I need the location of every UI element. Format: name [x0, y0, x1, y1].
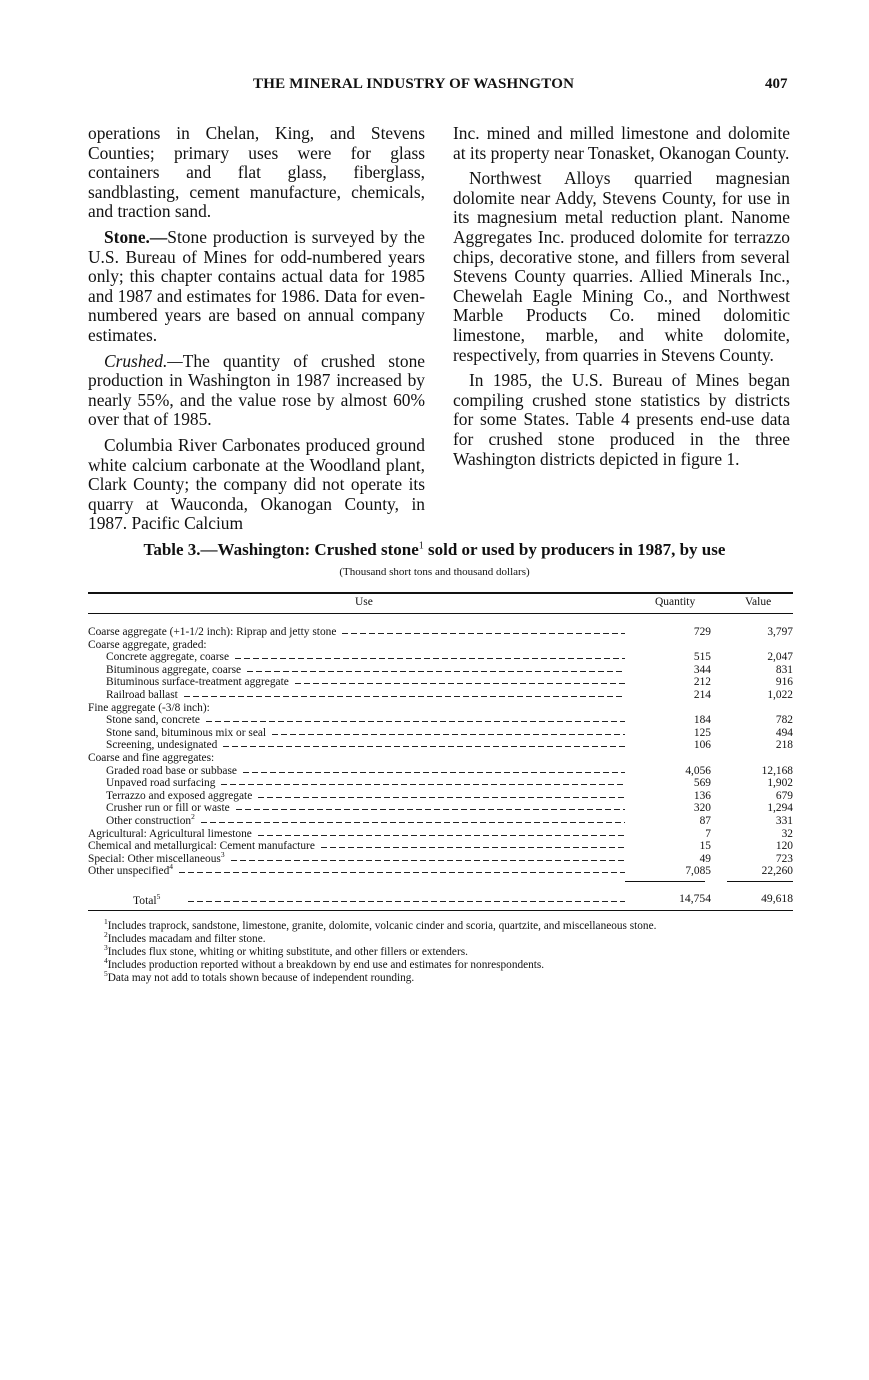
table-row — [88, 777, 793, 790]
paragraph: Inc. mined and milled limestone and dolomite at its property near Tonasket, Okanogan County. — [453, 123, 790, 163]
footnote-mark: 4 — [104, 956, 108, 966]
row-value: 723 — [775, 852, 793, 865]
paragraph-text: The quantity of crushed stone production in Washington in 1987 increased by nearly 55%, and the value rose by almost 60% over that of 1985. — [88, 350, 425, 430]
leader-dots — [247, 671, 625, 672]
row-label — [106, 739, 217, 752]
table-row — [88, 790, 793, 803]
row-quantity: 7,085 — [685, 865, 711, 878]
footnote — [88, 943, 795, 959]
leader-dots — [258, 835, 625, 836]
paragraph: Columbia River Carbonates produced ground white calcium carbonate at the Woodland plant, Clark County; the company did not operate its quarry at Wauconda, Okanogan County, in 1987. Pacific Calcium — [88, 434, 425, 534]
row-label — [106, 651, 229, 664]
running-header: THE MINERAL INDUSTRY OF WASHNGTON — [253, 76, 575, 92]
row-label — [88, 752, 214, 765]
row-quantity: 214 — [693, 688, 711, 701]
column-header-quantity: Quantity — [655, 596, 696, 608]
footnote — [88, 917, 795, 933]
footnote-mark: 5 — [104, 969, 108, 979]
row-quantity: 7 — [705, 827, 711, 840]
table-row — [88, 714, 793, 727]
leader-dots — [223, 746, 625, 747]
footnote-text: Data may not add to totals shown because of independent rounding. — [107, 972, 415, 984]
footnote-mark: 2 — [104, 930, 108, 940]
footnote — [88, 930, 795, 946]
row-label-text: Bituminous aggregate, coarse — [106, 663, 242, 676]
leader-dots — [236, 809, 625, 810]
row-value: 916 — [775, 676, 793, 689]
row-label-text: Coarse and fine aggregates: — [88, 751, 215, 764]
row-label — [106, 765, 237, 778]
footnote — [88, 956, 795, 972]
row-label-text: Crusher run or fill or waste — [106, 802, 230, 815]
row-value: 331 — [775, 814, 793, 827]
table-row — [88, 862, 793, 878]
row-value: 494 — [775, 726, 793, 739]
footnote-mark: 4 — [169, 862, 174, 872]
row-quantity: 515 — [693, 651, 711, 664]
row-label-text: Fine aggregate (-3/8 inch): — [88, 701, 210, 714]
footnote-text: Includes flux stone, whiting or whiting substitute, and other fillers or extenders. — [107, 946, 468, 958]
row-label-text: Bituminous surface-treatment aggregate — [106, 676, 289, 689]
table-row — [88, 849, 793, 866]
row-label-text: Other unspecified — [88, 865, 170, 878]
row-value: 831 — [775, 663, 793, 676]
table-title-text: Table 3.—Washington: Crushed stone — [143, 540, 419, 559]
row-label — [106, 790, 252, 803]
row-label-text: Graded road base or subbase — [106, 764, 237, 777]
row-label — [88, 702, 210, 715]
row-label — [106, 676, 289, 689]
table-total-row — [88, 892, 793, 906]
table-subtitle: (Thousand short tons and thousand dollars) — [339, 566, 530, 578]
row-quantity: 49 — [699, 852, 711, 865]
footnote-mark: 3 — [104, 943, 108, 953]
table-title — [0, 540, 869, 560]
row-value: 12,168 — [761, 764, 793, 777]
column-header-value: Value — [745, 596, 772, 608]
table-row — [88, 828, 793, 841]
table-header-rule — [88, 613, 793, 614]
row-label — [88, 849, 225, 866]
paragraph: In 1985, the U.S. Bureau of Mines began compiling crushed stone statistics by districts for some States. Table 4 presents end-use data for crushed stone produced in the three Washington districts depicted in figure 1. — [453, 370, 790, 469]
footnote-mark: 3 — [220, 849, 225, 859]
footnote — [88, 969, 795, 985]
row-label-text: Screening, undesignated — [106, 739, 218, 752]
footnote-text: Includes production reported without a breakdown by end use and estimates for nonrespondents. — [107, 959, 545, 971]
row-value: 3,797 — [767, 626, 793, 638]
row-quantity: 729 — [693, 626, 711, 638]
leader-dots — [206, 721, 625, 722]
footnote-mark: 1 — [418, 540, 424, 552]
table-row — [88, 765, 793, 778]
paragraph-crushed — [88, 352, 425, 430]
row-value: 120 — [775, 840, 793, 853]
table-row — [88, 626, 793, 639]
paragraph-stone — [88, 228, 425, 346]
table-row — [88, 840, 793, 853]
table-title-text-2: sold or used by producers in 1987, by use — [423, 540, 726, 559]
row-quantity: 212 — [693, 676, 711, 689]
row-label — [106, 689, 178, 702]
footnote-text: Includes macadam and filter stone. — [107, 933, 266, 945]
footnote-mark: 1 — [104, 917, 108, 927]
leader-dots — [295, 683, 625, 684]
row-label-text: Special: Other miscellaneous — [88, 852, 221, 865]
row-label-text: Other construction — [106, 814, 192, 827]
table-row — [88, 739, 793, 752]
footnote-mark: 5 — [156, 892, 161, 901]
row-quantity: 569 — [693, 777, 711, 790]
row-value: 1,902 — [767, 777, 793, 790]
table-row — [88, 651, 793, 664]
row-label-text: Terrazzo and exposed aggregate — [106, 789, 253, 802]
leader-dots — [235, 658, 625, 659]
row-label-text: Coarse aggregate, graded: — [88, 638, 207, 651]
row-label-text: Stone sand, bituminous mix or seal — [106, 726, 267, 739]
leader-dots — [184, 696, 625, 697]
total-quantity: 14,754 — [679, 892, 711, 905]
leader-dots — [321, 847, 625, 848]
sum-rule-value — [727, 881, 793, 882]
row-label — [106, 727, 266, 740]
total-label-text: Total — [133, 893, 157, 907]
row-value: 32 — [781, 827, 793, 840]
row-label — [106, 714, 200, 727]
table-row — [88, 689, 793, 702]
row-label — [88, 828, 252, 841]
leader-dots — [258, 797, 625, 798]
row-label — [106, 812, 195, 828]
row-label-text: Chemical and metallurgical: Cement manufacture — [88, 840, 315, 853]
table-row — [88, 752, 793, 765]
row-label — [88, 626, 336, 639]
table-bottom-rule — [88, 910, 793, 911]
row-label-text: Coarse aggregate (+1-1/2 inch): Riprap and jetty stone — [88, 626, 337, 638]
row-label — [106, 802, 230, 815]
table-row — [88, 727, 793, 740]
right-column — [453, 124, 790, 475]
row-label — [106, 664, 241, 677]
column-header-use: Use — [355, 596, 373, 608]
total-label — [133, 892, 160, 907]
leader-dots — [342, 633, 625, 634]
table-row — [88, 664, 793, 677]
paragraph: operations in Chelan, King, and Stevens Counties; primary uses were for glass containers and flat glass, fiberglass, sandblasting, cement manufacture, chemicals, and traction sand. — [88, 123, 425, 222]
page-number: 407 — [765, 76, 788, 92]
footnote-mark: 2 — [191, 812, 195, 822]
row-value: 22,260 — [761, 865, 793, 878]
row-value: 679 — [775, 789, 793, 802]
footnotes — [88, 917, 795, 985]
table-row — [88, 702, 793, 715]
row-quantity: 320 — [693, 802, 711, 815]
total-value: 49,618 — [761, 892, 793, 905]
row-quantity: 87 — [699, 814, 711, 827]
leader-dots — [221, 784, 625, 785]
row-label — [106, 777, 215, 790]
leader-dots — [179, 872, 625, 873]
run-in-heading: Stone.— — [104, 226, 168, 247]
table-row — [88, 676, 793, 689]
row-label — [88, 639, 207, 652]
row-value: 782 — [775, 714, 793, 727]
row-value: 218 — [775, 739, 793, 752]
table-top-rule — [88, 592, 793, 594]
row-quantity: 4,056 — [685, 764, 711, 777]
row-quantity: 15 — [699, 840, 711, 853]
leader-dots — [272, 734, 625, 735]
row-label — [88, 862, 174, 878]
paragraph-text: Stone production is surveyed by the U.S. Bureau of Mines for odd-numbered years only; this chapter contains actual data for 1985 and 1987 and estimates for 1986. Data for even-numbered years are based on annual company estimates. — [88, 226, 425, 345]
row-value: 1,022 — [767, 688, 793, 701]
row-value: 1,294 — [767, 802, 793, 815]
row-quantity: 106 — [693, 739, 711, 752]
leader-dots — [243, 772, 625, 773]
paragraph: Northwest Alloys quarried magnesian dolomite near Addy, Stevens County, for use in its magnesium metal reduction plant. Nanome Aggregates Inc. produced dolomite for terrazzo chips, decorative stone, and fillers from several Stevens County quarries. Allied Minerals Inc., Chewelah Eagle Mining Co., and Northwest Marble Products Co. mined dolomitic limestone, marble, and white dolomite, respectively, from quarries in Stevens County. — [453, 168, 790, 365]
leader-dots — [231, 860, 625, 861]
row-label-text: Railroad ballast — [106, 688, 178, 701]
run-in-heading: Crushed.— — [104, 350, 183, 371]
table-row — [88, 639, 793, 652]
leader-dots — [188, 901, 625, 902]
row-label — [88, 840, 315, 853]
row-value: 2,047 — [767, 651, 793, 664]
table-row — [88, 812, 793, 828]
footnote-text: Includes traprock, sandstone, limestone, granite, dolomite, volcanic cinder and scoria, quartzite, and miscellaneous stone. — [107, 920, 657, 932]
row-quantity: 344 — [693, 663, 711, 676]
row-label-text: Stone sand, concrete — [106, 714, 200, 727]
row-label-text: Concrete aggregate, coarse — [106, 651, 230, 664]
row-quantity: 184 — [693, 714, 711, 727]
row-label-text: Unpaved road surfacing — [106, 777, 216, 790]
left-column — [88, 124, 425, 540]
sum-rule-quantity — [625, 881, 705, 882]
leader-dots — [201, 822, 625, 823]
table-body — [88, 626, 793, 878]
row-quantity: 125 — [693, 726, 711, 739]
row-label-text: Agricultural: Agricultural limestone — [88, 827, 252, 840]
row-quantity: 136 — [693, 789, 711, 802]
